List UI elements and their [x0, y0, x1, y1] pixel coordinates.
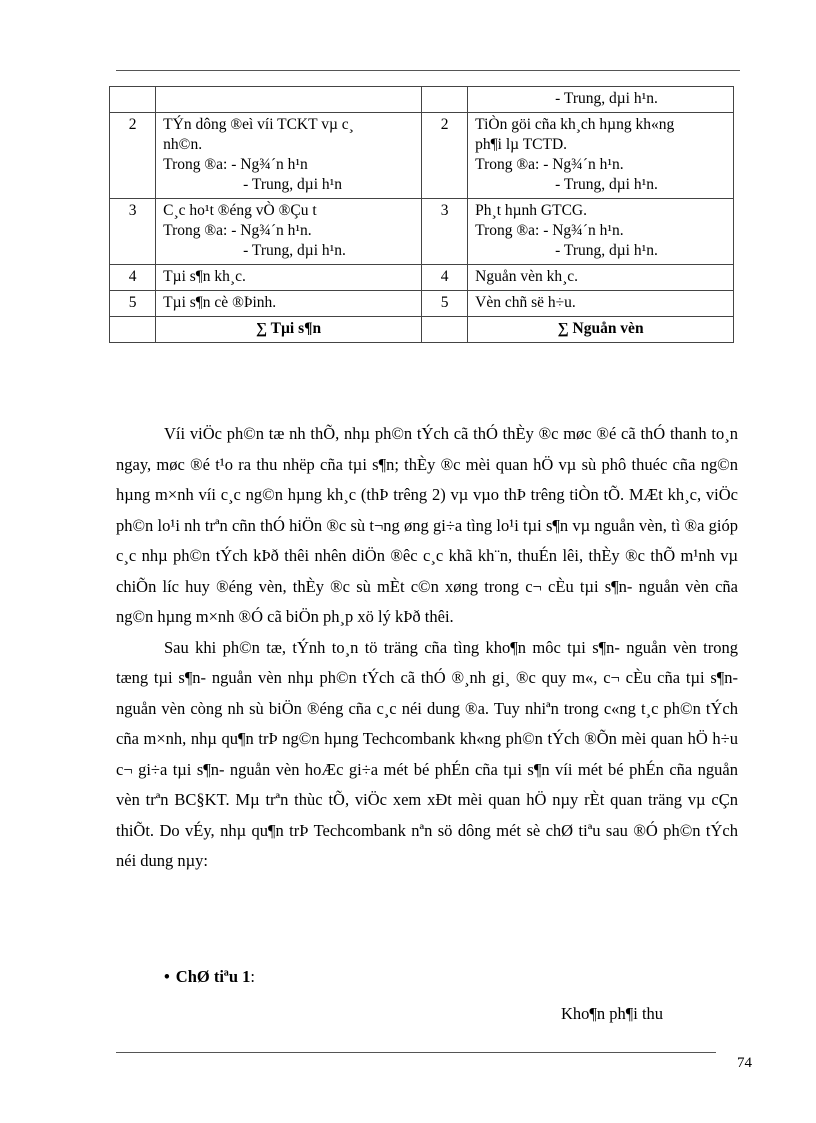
row-number: 2: [110, 113, 156, 199]
bullet-icon: •: [164, 967, 170, 986]
cell-text: Tµi s¶n kh¸c.: [156, 265, 422, 291]
cell-sub: Trong ®a: - Ng¾´n h¹n.: [475, 222, 624, 239]
cell-sub: Trong ®a: - Ng¾´n h¹n: [163, 156, 308, 173]
cell-text: C¸c ho¹t ®éng vÒ ®Çu t: [163, 202, 317, 219]
cell-text: nh©n.: [163, 136, 203, 153]
cell-sub: - Trung, dµi h¹n.: [243, 242, 346, 259]
total-capital-label: ∑ Nguån vèn: [468, 317, 734, 343]
cell-text: Tµi s¶n cè ®Þinh.: [156, 291, 422, 317]
cell-text: Vèn chñ së h÷u.: [468, 291, 734, 317]
cell-text: Ph¸t hµnh GTCG.: [475, 202, 587, 219]
row-number: 4: [421, 265, 467, 291]
paragraph: Víi viÖc ph©n tæ nh thÕ, nhµ ph©n tÝch cã thÓ thÈy ®c møc ®é cã thÓ thanh to¸n ngay, møc ®é t¹o ra thu nhëp cña tµi s¶n; thÈy ®c mèi quan hÖ vµ sù phô thuéc cña ng©n hµng m×nh víi c¸c ng©n hµng kh¸c (thÞ trêng 2) vµ vµo thÞ trêng tiÒn tÕ. MÆt kh¸c, viÖc ph©n lo¹i nh trªn cñn thÓ hiÖn ®c sù t¬ng øng gi÷a tìng lo¹i tµi s¶n vµ nguån vèn, tì ®a gióp c¸c nhµ ph©n tÝch kÞð thêi nhên diÖn ®êc c¸c khã kh¨n, thuÉn lêi, thÈy ®c thÕ m¹nh vµ chiÕn líc huy ®éng vèn, thÈy ®c sù mÈt c©n xøng trong c¬ cÈu tµi s¶n- nguån vèn cña ng©n hµng m×nh ®Ó cã biÖn ph¸p xö lý kÞð thêi.: [116, 424, 738, 626]
indicator-label: ChØ tiªu 1: [175, 967, 251, 986]
cell-text: ph¶i lµ TCTD.: [475, 136, 568, 153]
row-number: 3: [110, 199, 156, 265]
table-row: [110, 87, 734, 113]
cell-text: TÝn dông ®eì víi TCKT vµ c¸: [163, 116, 354, 133]
indicator-suffix: :: [250, 967, 256, 986]
table-row: [110, 113, 734, 199]
cell-sub: - Trung, dµi h¹n.: [555, 176, 658, 193]
footer-rule: [116, 1052, 716, 1053]
cell-sub: - Trung, dµi h¹n.: [555, 242, 658, 259]
table-row: [110, 291, 734, 317]
table-row: [110, 199, 734, 265]
cell-sub: - Trung, dµi h¹n: [243, 176, 343, 193]
total-assets-label: ∑ Tµi s¶n: [156, 317, 422, 343]
row-number: 2: [421, 113, 467, 199]
row-number: 3: [421, 199, 467, 265]
cell-sub: - Trung, dµi h¹n.: [555, 90, 658, 107]
row-number: 5: [421, 291, 467, 317]
body-text: [116, 419, 738, 877]
row-number: 4: [110, 265, 156, 291]
balance-sheet-table: [109, 86, 734, 343]
header-rule: [116, 70, 740, 71]
cell-sub: Trong ®a: - Ng¾´n h¹n.: [163, 222, 312, 239]
formula-numerator: Kho¶n ph¶i thu: [561, 1004, 664, 1023]
row-number: 5: [110, 291, 156, 317]
page-number: 74: [737, 1055, 752, 1071]
cell-text: Nguån vèn kh¸c.: [468, 265, 734, 291]
cell-sub: Trong ®a: - Ng¾´n h¹n.: [475, 156, 624, 173]
table-row: [110, 265, 734, 291]
indicator-bullet: [164, 967, 255, 987]
table-total-row: [110, 317, 734, 343]
paragraph: Sau khi ph©n tæ, tÝnh to¸n tö träng cña tìng kho¶n môc tµi s¶n- nguån vèn trong tæng tµi s¶n- nguån vèn nhµ ph©n tÝch cã thÓ ®¸nh gi¸ ®c quy m«, c¬ cÈu cña tµi s¶n- nguån vèn còng nh sù biÖn ®éng cña c¸c néi dung ®a. Tuy nhiªn trong c«ng t¸c ph©n tÝch cña m×nh, nhµ qu¶n trÞ ng©n hµng Techcombank kh«ng ph©n tÝch ®Õn mèi quan hÖ h÷u c¬ gi÷a tµi s¶n- nguån vèn hoÆc gi÷a mét bé phÉn cña tµi s¶n víi mét bé phÉn cña nguån vèn trªn BC§KT. Mµ trªn thùc tÕ, viÖc xem xÐt mèi quan hÖ nµy rÈt quan träng vµ cÇn thiÕt. Do vÉy, nhµ qu¶n trÞ Techcombank nªn sö dông mét sè chØ tiªu sau ®Ó ph©n tÝch néi dung nµy:: [116, 637, 738, 870]
cell-text: TiÒn göi cña kh¸ch hµng kh«ng: [475, 116, 675, 133]
